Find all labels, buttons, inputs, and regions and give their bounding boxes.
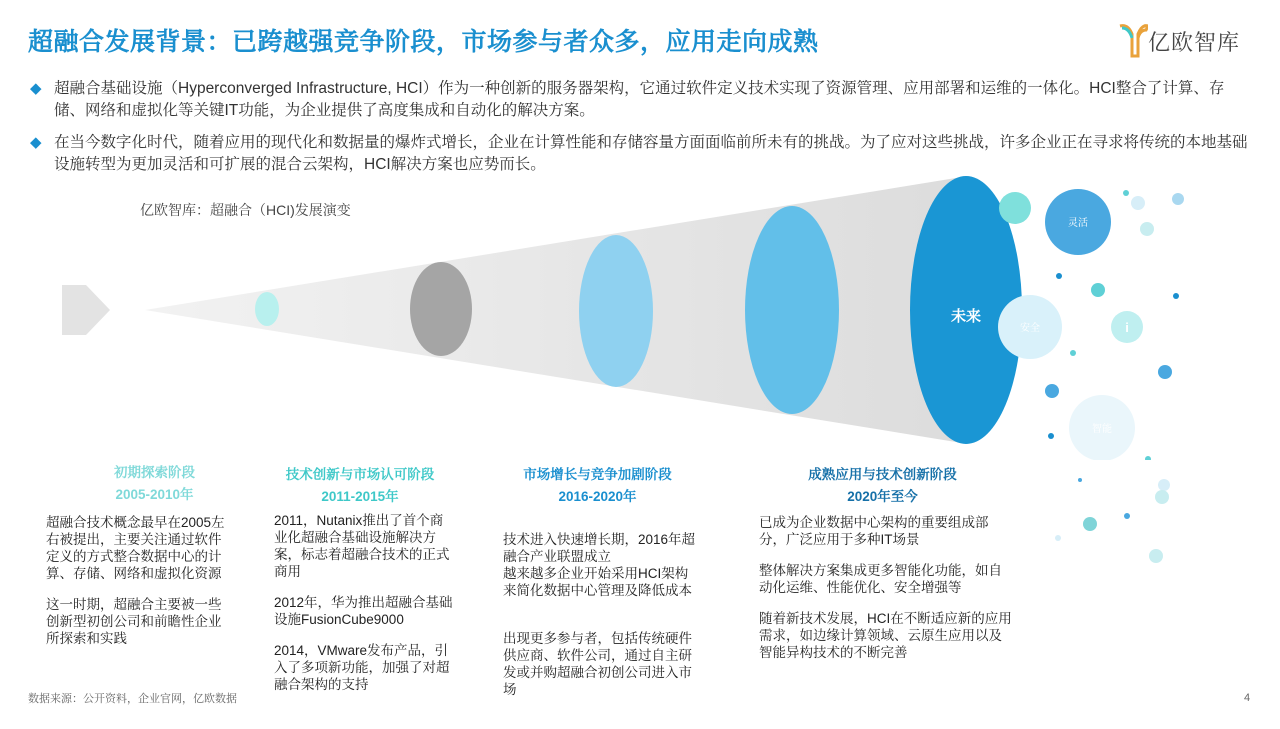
data-source-note: 数据来源：公开资料，企业官网，亿欧数据 <box>28 693 237 705</box>
logo-text: 亿欧智库 <box>1148 30 1241 55</box>
bubble <box>1155 490 1169 504</box>
bubble <box>1045 384 1059 398</box>
stage-paragraph: 已成为企业数据中心架构的重要组成部分，广泛应用于多种IT场景 <box>759 515 989 547</box>
stage-years: 2005-2010年 <box>115 487 194 502</box>
bubble <box>999 192 1031 224</box>
stage-title <box>505 464 690 508</box>
stage-years: 2020年至今 <box>847 489 918 504</box>
stage-ellipse-1 <box>255 292 279 326</box>
stage-description <box>46 514 234 661</box>
stage-title <box>270 464 450 508</box>
figure-caption: 亿欧智库：超融合（HCI)发展演变 <box>140 202 351 218</box>
diamond-icon: ◆ <box>30 134 42 151</box>
stage-ellipse-3 <box>579 235 653 387</box>
page-title: 超融合发展背景：已跨越强竞争阶段，市场参与者众多，应用走向成熟 <box>28 28 819 56</box>
bubble <box>1083 517 1097 531</box>
stage-description <box>503 514 699 729</box>
bubble-label: 智能 <box>1092 424 1112 435</box>
bubble <box>1124 513 1130 519</box>
bullet-text: 在当今数字化时代，随着应用的现代化和数据量的爆炸式增长，企业在计算性能和存储容量方面面临前所未有的挑战。为了应对这些挑战，许多企业正在寻求将传统的本地基础设施转型为更加灵活和可扩展的混合云架构，HCI解决方案也应势而长。 <box>54 134 1248 173</box>
bubble <box>1158 479 1170 491</box>
stage-ellipse-4 <box>745 206 839 414</box>
stage-paragraph: 2012年，华为推出超融合基础设施FusionCube9000 <box>274 595 453 627</box>
stage-title <box>72 462 237 506</box>
bubble <box>1048 433 1054 439</box>
stage-description <box>274 512 454 707</box>
stage-title <box>790 464 975 508</box>
stage-name: 成熟应用与技术创新阶段 <box>808 467 957 482</box>
bullet-text: 超融合基础设施（Hyperconverged Infrastructure, HCI）作为一种创新的服务器架构，它通过软件定义技术实现了资源管理、应用部署和运维的一体化。HCI整合了计算、存储、网络和虚拟化等关键IT功能，为企业提供了高度集成和自动化的解决方案。 <box>54 80 1225 119</box>
stage-years: 2011-2015年 <box>321 489 399 504</box>
bubble <box>1140 222 1154 236</box>
bubble <box>1078 478 1082 482</box>
bubble <box>1173 293 1179 299</box>
bubble <box>1056 273 1062 279</box>
bubble <box>1070 350 1076 356</box>
stage-ellipse-2 <box>410 262 472 356</box>
bubble <box>1158 365 1172 379</box>
stage-paragraph: 超融合技术概念最早在2005左右被提出，主要关注通过软件定义的方式整合数据中心的计算、存储、网络和虚拟化资源 <box>46 515 225 581</box>
stage-paragraph: 这一时期，超融合主要被一些创新型初创公司和前瞻性企业所探索和实践 <box>46 597 222 646</box>
arrow-icon <box>62 285 110 335</box>
bubble <box>1149 549 1163 563</box>
bubble-label: 安全 <box>1020 323 1040 334</box>
bubble <box>1172 193 1184 205</box>
stage-description <box>759 514 1014 675</box>
stage-name: 技术创新与市场认可阶段 <box>285 467 435 482</box>
stage-name: 初期探索阶段 <box>114 465 195 480</box>
stage-paragraph: 技术进入快速增长期，2016年超融合产业联盟成立 越来越多企业开始采用HCI架构来简化数据中心管理及降低成本 <box>503 532 696 598</box>
stage-years: 2016-2020年 <box>558 489 637 504</box>
future-label: 未来 <box>950 308 982 325</box>
stage-paragraph: 2014，VMware发布产品，引入了多项新功能，加强了对超融合架构的支持 <box>274 643 450 692</box>
bubble <box>1123 190 1129 196</box>
bubble <box>1091 283 1105 297</box>
page-number: 4 <box>1244 692 1251 704</box>
stage-paragraph: 整体解决方案集成更多智能化功能，如自动化运维、性能优化、安全增强等 <box>759 563 1002 595</box>
info-icon: i <box>1125 320 1129 335</box>
diamond-icon: ◆ <box>30 80 42 97</box>
stage-paragraph: 随着新技术发展，HCI在不断适应新的应用需求，如边缘计算领域、云原生应用以及智能异构技术的不断完善 <box>759 611 1012 660</box>
stage-paragraph: 出现更多参与者，包括传统硬件供应商、软件公司，通过自主研发或并购超融合初创公司进入市场 <box>503 631 692 697</box>
stage-name: 市场增长与竞争加剧阶段 <box>523 467 672 482</box>
bubble-label: 灵活 <box>1068 218 1088 229</box>
bubble <box>1131 196 1145 210</box>
bubble <box>1055 535 1061 541</box>
stage-paragraph: 2011，Nutanix推出了首个商业化超融合基础设施解决方案，标志着超融合技术的正式商用 <box>274 513 450 579</box>
